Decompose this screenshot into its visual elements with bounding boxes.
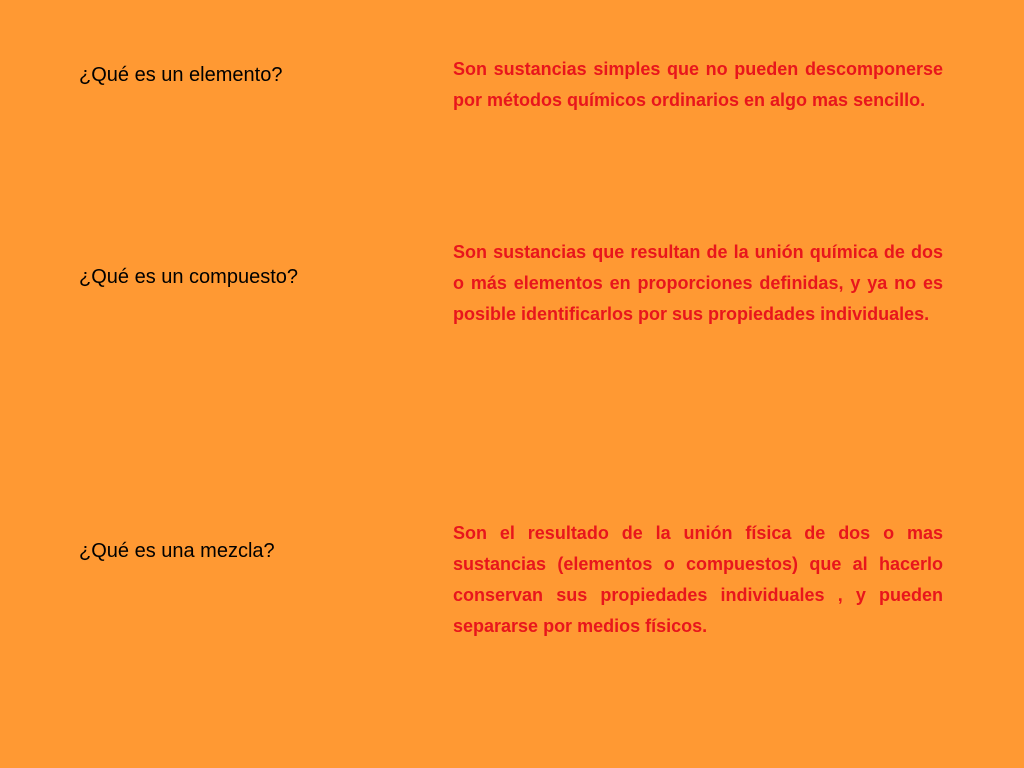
answer-elemento: Son sustancias simples que no pueden descomponerse por métodos químicos ordinarios en algo mas sencillo. xyxy=(453,59,943,110)
answer-mezcla: Son el resultado de la unión física de dos o mas sustancias (elementos o compuestos) que al hacerlo conservan sus propiedades individuales , y pueden separarse por medios físicos. xyxy=(453,523,943,636)
question-mezcla: ¿Qué es una mezcla? xyxy=(79,540,275,562)
question-compuesto: ¿Qué es un compuesto? xyxy=(79,266,299,288)
question-elemento: ¿Qué es un elemento? xyxy=(79,64,283,86)
answer-compuesto: Son sustancias que resultan de la unión química de dos o más elementos en proporciones definidas, y ya no es posible identificarlos por sus propiedades individuales. xyxy=(453,242,943,324)
